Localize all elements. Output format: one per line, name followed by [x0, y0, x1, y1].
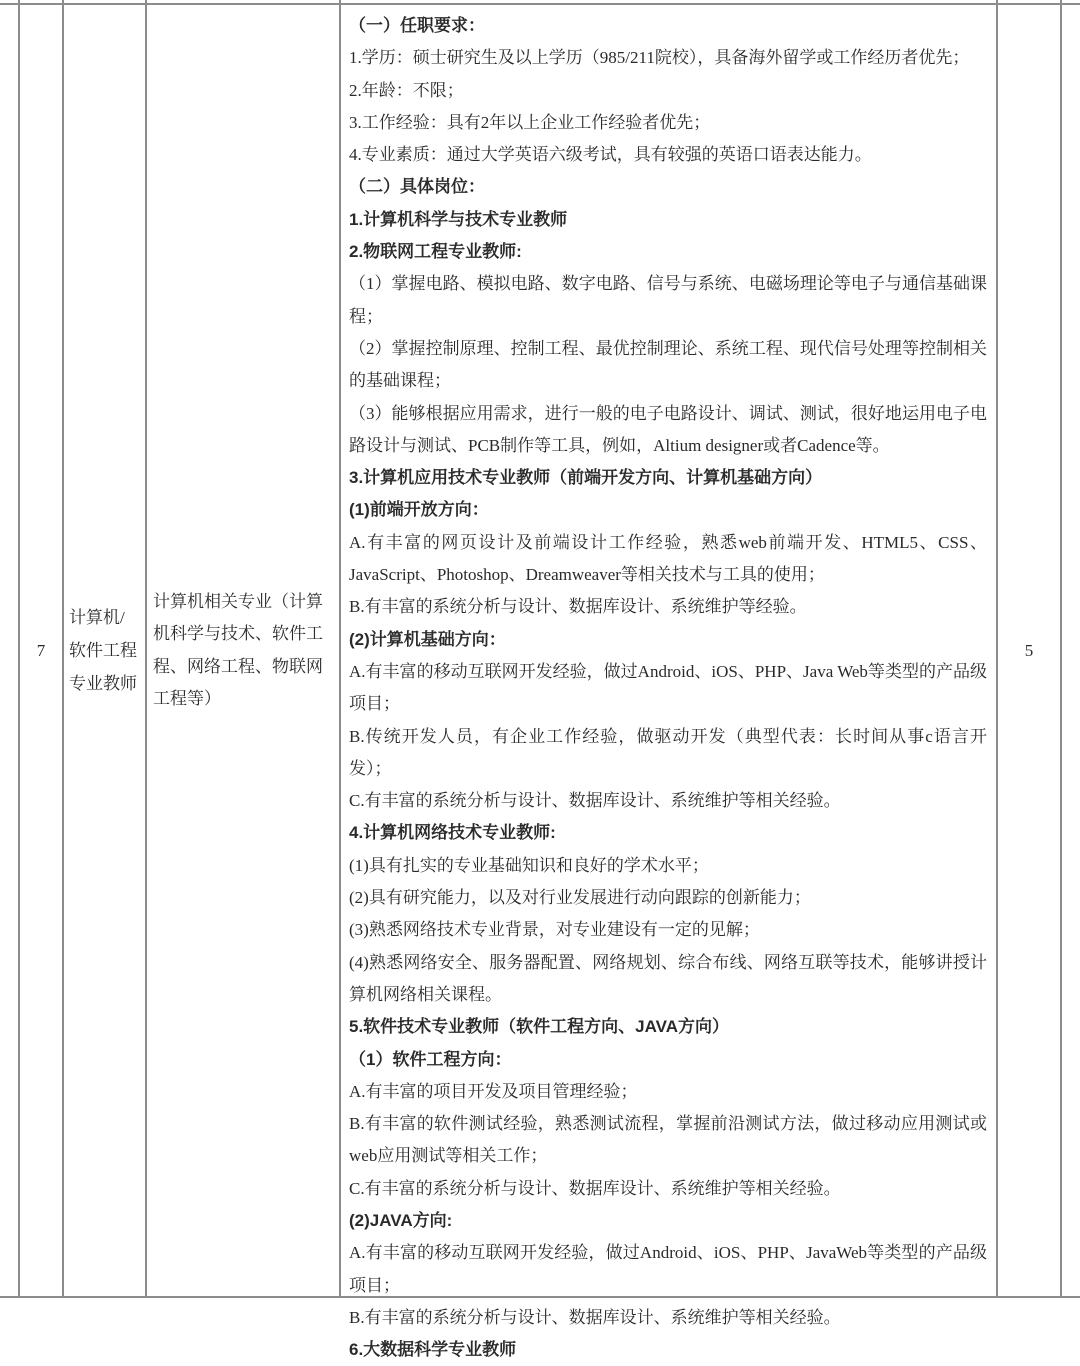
- requirement-paragraph: A.有丰富的网页设计及前端设计工作经验，熟悉web前端开发、HTML5、CSS、JavaScript、Photoshop、Dreamweaver等相关技术与工具的使用；: [349, 532, 987, 585]
- requirement-paragraph: 1.学历：硕士研究生及以上学历（985/211院校），具备海外留学或工作经历者优先；: [349, 48, 970, 68]
- requirement-paragraph: （1）掌握电路、模拟电路、数字电路、信号与系统、电磁场理论等电子与通信基础课程；: [349, 274, 987, 326]
- requirement-paragraph: 3.计算机应用技术专业教师（前端开发方向、计算机基础方向）: [349, 468, 823, 488]
- table-border-v6: [1060, 0, 1062, 1298]
- requirement-paragraph: (1)具有扎实的专业基础知识和良好的学术水平；: [349, 855, 709, 875]
- requirement-paragraph: （1）软件工程方向：: [349, 1049, 512, 1069]
- requirement-paragraph: A.有丰富的移动互联网开发经验，做过Android、iOS、PHP、JavaWeb等类型的产品级项目；: [349, 1243, 987, 1295]
- requirement-paragraph: A.有丰富的移动互联网开发经验，做过Android、iOS、PHP、Java Web等类型的产品级项目；: [349, 661, 987, 714]
- row-number-cell: [20, 5, 62, 1296]
- requirement-paragraph: 4.计算机网络技术专业教师:: [349, 823, 556, 843]
- position-title: 计算机/软件工程专业教师: [69, 608, 137, 693]
- major-cell: [147, 5, 339, 1296]
- headcount-value: 5: [1024, 640, 1034, 660]
- requirement-paragraph: (3)熟悉网络技术专业背景，对专业建设有一定的见解；: [349, 920, 760, 940]
- position-cell: [64, 5, 145, 1296]
- requirement-paragraph: （2）掌握控制原理、控制工程、最优控制理论、系统工程、现代信号处理等控制相关的基础课程；: [349, 338, 987, 391]
- requirement-paragraph: (2)JAVA方向:: [349, 1210, 453, 1230]
- headcount-cell: [998, 5, 1060, 1296]
- requirement-paragraph: 3.工作经验：具有2年以上企业工作经验者优先；: [349, 112, 711, 132]
- requirement-paragraph: 2.年龄：不限；: [349, 80, 464, 100]
- requirement-paragraph: （一）任职要求：: [349, 16, 485, 35]
- requirement-paragraph: B.有丰富的系统分析与设计、数据库设计、系统维护等经验。: [349, 597, 807, 617]
- requirement-paragraph: B.有丰富的系统分析与设计、数据库设计、系统维护等相关经验。: [349, 1307, 841, 1327]
- row-number: 7: [36, 640, 46, 660]
- requirement-paragraph: (2)具有研究能力，以及对行业发展进行动向跟踪的创新能力；: [349, 888, 811, 908]
- requirement-paragraph: 2.物联网工程专业教师:: [349, 242, 522, 262]
- requirement-paragraph: (4)熟悉网络安全、服务器配置、网络规划、综合布线、网络互联等技术，能够讲授计算机网络相关课程。: [349, 952, 987, 1004]
- requirement-paragraph: 4.专业素质：通过大学英语六级考试，具有较强的英语口语表达能力。: [349, 145, 872, 165]
- requirement-paragraph: A.有丰富的项目开发及项目管理经验；: [349, 1081, 638, 1101]
- requirement-paragraph: （二）具体岗位：: [349, 177, 485, 197]
- requirement-paragraph: 6.大数据科学专业教师: [349, 1340, 517, 1360]
- requirement-paragraph: B.有丰富的软件测试经验，熟悉测试流程，掌握前沿测试方法，做过移动应用测试或web应用测试等相关工作；: [349, 1114, 987, 1166]
- requirements-cell: [341, 5, 996, 1360]
- requirement-paragraph: （3）能够根据应用需求，进行一般的电子电路设计、调试、测试，很好地运用电子电路设计与测试、PCB制作等工具，例如，Altium designer或者Cadence等。: [349, 403, 987, 455]
- requirement-paragraph: C.有丰富的系统分析与设计、数据库设计、系统维护等相关经验。: [349, 791, 841, 811]
- requirement-paragraph: B.传统开发人员，有企业工作经验，做驱动开发（典型代表：长时间从事c语言开发）；: [349, 726, 987, 778]
- requirement-paragraph: C.有丰富的系统分析与设计、数据库设计、系统维护等相关经验。: [349, 1178, 841, 1198]
- major-text: 计算机相关专业（计算机科学与技术、软件工程、网络工程、物联网工程等）: [153, 591, 323, 708]
- requirement-paragraph: (1)前端开放方向：: [349, 500, 489, 520]
- requirement-paragraph: 1.计算机科学与技术专业教师: [349, 209, 568, 229]
- requirement-paragraph: (2)计算机基础方向：: [349, 629, 506, 649]
- requirement-paragraph: 5.软件技术专业教师（软件工程方向、JAVA方向）: [349, 1017, 730, 1037]
